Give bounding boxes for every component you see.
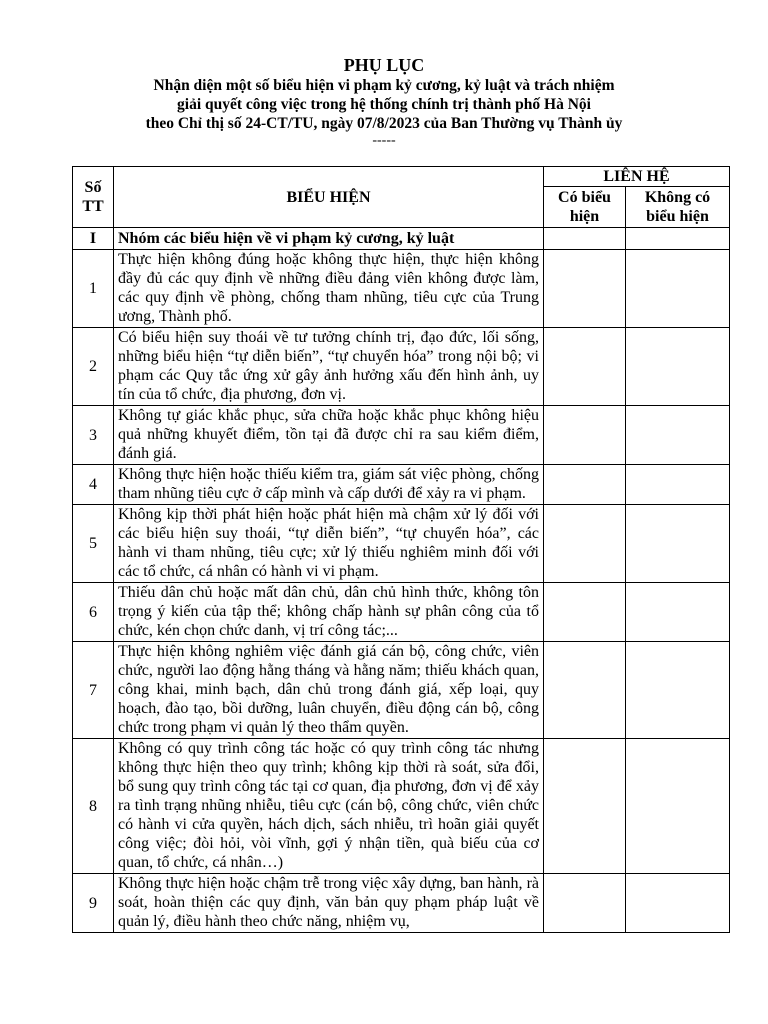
group-number: I — [73, 228, 114, 250]
header-khong-co-bieu-hien: Không có biểu hiện — [626, 187, 730, 228]
checkbox-cell-khong[interactable] — [626, 228, 730, 250]
table-row — [73, 505, 730, 583]
group-label: Nhóm các biểu hiện về vi phạm kỷ cương, kỷ luật — [114, 228, 544, 250]
document-header — [0, 54, 768, 149]
checkbox-cell-khong[interactable] — [626, 739, 730, 874]
group-row — [73, 228, 730, 250]
table-row — [73, 583, 730, 642]
checkbox-cell-khong[interactable] — [626, 505, 730, 583]
header-stt: Số TT — [73, 167, 114, 228]
header-lien-he: LIÊN HỆ — [544, 167, 730, 187]
checkbox-cell-khong[interactable] — [626, 874, 730, 933]
header-bieu-hien: BIỂU HIỆN — [114, 167, 544, 228]
checkbox-cell-co[interactable] — [544, 465, 626, 505]
row-number: 5 — [73, 505, 114, 583]
header-co-bieu-hien: Có biểu hiện — [544, 187, 626, 228]
subtitle-line-2: giải quyết công việc trong hệ thống chính trị thành phố Hà Nội — [177, 96, 591, 113]
checkbox-cell-co[interactable] — [544, 583, 626, 642]
checkbox-cell-co[interactable] — [544, 406, 626, 465]
checkbox-cell-co[interactable] — [544, 642, 626, 739]
row-description: Không tự giác khắc phục, sửa chữa hoặc khắc phục không hiệu quả những khuyết điểm, tồn tại đã được chỉ ra sau kiểm điểm, đánh giá. — [114, 406, 544, 465]
row-number: 9 — [73, 874, 114, 933]
row-description: Có biểu hiện suy thoái về tư tưởng chính trị, đạo đức, lối sống, những biểu hiện “tự diễn biến”, “tự chuyển hóa” trong nội bộ; vi phạm các Quy tắc ứng xử gây ảnh hưởng xấu đến hình ảnh, uy tín của tổ chức, địa phương, đơn vị. — [114, 328, 544, 406]
table-row — [73, 250, 730, 328]
row-number: 8 — [73, 739, 114, 874]
table-row — [73, 465, 730, 505]
table-row — [73, 874, 730, 933]
row-number: 2 — [73, 328, 114, 406]
checkbox-cell-khong[interactable] — [626, 406, 730, 465]
checkbox-cell-khong[interactable] — [626, 250, 730, 328]
checkbox-cell-co[interactable] — [544, 250, 626, 328]
row-number: 3 — [73, 406, 114, 465]
row-description: Thiếu dân chủ hoặc mất dân chủ, dân chủ hình thức, không tôn trọng ý kiến của tập thể; không chấp hành sự phân công của tổ chức, kén chọn chức danh, vị trí công tác;... — [114, 583, 544, 642]
separator-dashes: ----- — [372, 133, 396, 148]
row-description: Thực hiện không đúng hoặc không thực hiện, thực hiện không đầy đủ các quy định về những điều đảng viên không được làm, các quy định về phòng, chống tham nhũng, tiêu cực của Trung ương, Thành phố. — [114, 250, 544, 328]
checkbox-cell-co[interactable] — [544, 228, 626, 250]
checkbox-cell-khong[interactable] — [626, 642, 730, 739]
checkbox-cell-khong[interactable] — [626, 465, 730, 505]
checkbox-cell-co[interactable] — [544, 328, 626, 406]
row-description: Không có quy trình công tác hoặc có quy trình công tác nhưng không thực hiện theo quy trình; không kịp thời rà soát, sửa đổi, bổ sung quy trình công tác tại cơ quan, địa phương, đơn vị để xảy ra tình trạng nhũng nhiễu, tiêu cực (cán bộ, công chức, viên chức có hành vi cửa quyền, hách dịch, sách nhiễu, trì hoãn giải quyết công việc; đòi hỏi, vòi vĩnh, gợi ý nhận tiền, quà biếu của cơ quan, tổ chức, cá nhân…) — [114, 739, 544, 874]
subtitle-line-3: theo Chỉ thị số 24-CT/TU, ngày 07/8/2023 của Ban Thường vụ Thành ủy — [145, 115, 623, 132]
row-description: Thực hiện không nghiêm việc đánh giá cán bộ, công chức, viên chức, người lao động hằng tháng và hằng năm; thiếu khách quan, công khai, minh bạch, dân chủ trong đánh giá, xếp loại, quy hoạch, đào tạo, bồi dưỡng, luân chuyển, điều động cán bộ, công chức trong phạm vi quản lý theo thẩm quyền. — [114, 642, 544, 739]
table-row — [73, 328, 730, 406]
row-description: Không thực hiện hoặc thiếu kiểm tra, giám sát việc phòng, chống tham nhũng tiêu cực ở cấp mình và cấp dưới để xảy ra vi phạm. — [114, 465, 544, 505]
row-number: 4 — [73, 465, 114, 505]
checkbox-cell-co[interactable] — [544, 874, 626, 933]
checkbox-cell-co[interactable] — [544, 505, 626, 583]
checkbox-cell-co[interactable] — [544, 739, 626, 874]
subtitle-line-1: Nhận diện một số biểu hiện vi phạm kỷ cương, kỷ luật và trách nhiệm — [153, 77, 615, 94]
row-number: 7 — [73, 642, 114, 739]
table-body — [73, 228, 730, 933]
row-number: 6 — [73, 583, 114, 642]
row-description: Không thực hiện hoặc chậm trễ trong việc xây dựng, ban hành, rà soát, hoàn thiện các quy định, văn bản quy phạm pháp luật về quản lý, điều hành theo chức năng, nhiệm vụ, — [114, 874, 544, 933]
row-description: Không kịp thời phát hiện hoặc phát hiện mà chậm xử lý đối với các biểu hiện suy thoái, “tự diễn biến”, “tự chuyển hóa”, các hành vi tham nhũng, tiêu cực; xử lý thiếu nghiêm minh đối với các tổ chức, cá nhân có hành vi vi phạm. — [114, 505, 544, 583]
document-title: PHỤ LỤC — [343, 55, 425, 75]
checkbox-cell-khong[interactable] — [626, 328, 730, 406]
table-row — [73, 739, 730, 874]
table-row — [73, 642, 730, 739]
table-row — [73, 406, 730, 465]
checkbox-cell-khong[interactable] — [626, 583, 730, 642]
violations-table — [72, 166, 730, 933]
row-number: 1 — [73, 250, 114, 328]
